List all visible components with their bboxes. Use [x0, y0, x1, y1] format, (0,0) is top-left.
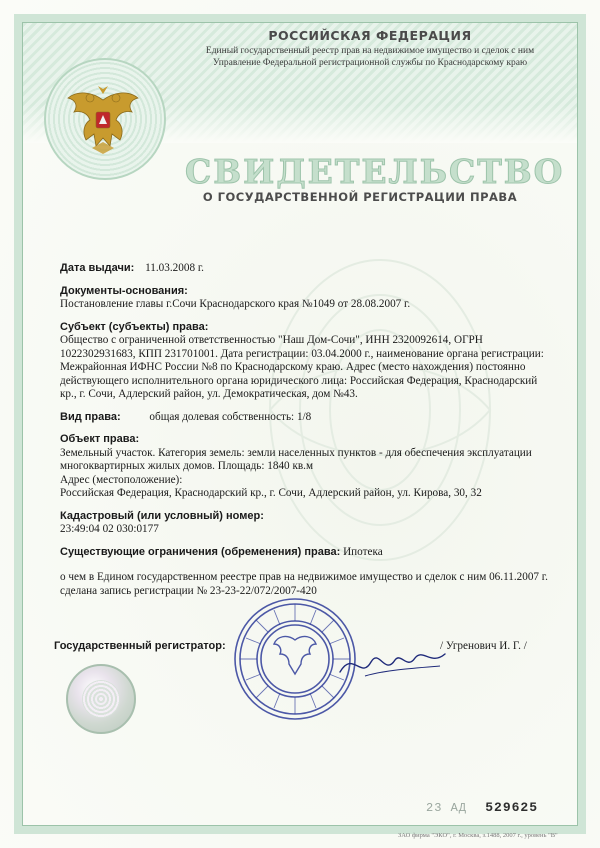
issue-date-row [60, 262, 550, 276]
hologram-sticker [66, 664, 136, 734]
header [150, 28, 590, 69]
object-address: Российская Федерация, Краснодарский кр., г. Сочи, Адлерский район, ул. Кирова, 30, 32 [60, 487, 482, 499]
registrar-label: Государственный регистратор: [54, 640, 226, 652]
encumbrance-label: Существующие ограничения (обременения) права: [60, 545, 341, 558]
cadastral-label: Кадастровый (или условный) номер: [60, 509, 264, 522]
certificate-body [60, 262, 550, 607]
country-name: РОССИЙСКАЯ ФЕДЕРАЦИЯ [268, 28, 472, 43]
object-label: Объект права: [60, 433, 140, 445]
registration-record: о чем в Едином государственном реестре прав на недвижимое имущество и сделок с ним 06.11.2007 г. сделана запись регистрации № 23-23-22/072/2007-420 [60, 571, 548, 597]
basis-value: Постановление главы г.Сочи Краснодарского края №1049 от 28.08.2007 г. [60, 298, 411, 310]
basis-row [60, 285, 550, 312]
subject-label: Субъект (субъекты) права: [60, 320, 209, 333]
object-address-label: Адрес (местоположение): [60, 473, 183, 486]
subject-value: Общество с ограниченной ответственностью "Наш Дом-Сочи", ИНН 2320092614, ОГРН 1022302931683, КПП 231701001. Дата регистрации: 03.04.2000 г., наименование органа регистрации: Межрайонная ИФНС России №8 по Краснодарскому краю. Адрес (место нахождения) постоянно действующего исполнительного органа юридического лица: Российская Федерация, Краснодарский кр., г. Сочи, Адлерский район, ул. Демократическая, дом №43. [60, 334, 544, 400]
subject-row [60, 321, 550, 402]
encumbrance-value: Ипотека [343, 545, 383, 558]
right-type-value: общая долевая собственность: 1/8 [149, 410, 312, 423]
double-headed-eagle-icon [62, 80, 144, 162]
cadastral-value: 23:49:04 02 030:0177 [60, 523, 159, 535]
printer-imprint: ЗАО фирма "ЭКО", г. Москва, з.1488, 2007 г., уровень "В" [398, 832, 558, 839]
issue-date-value: 11.03.2008 г. [145, 262, 204, 274]
registry-line-1: Единый государственный реестр прав на недвижимое имущество и сделок с ним [205, 46, 535, 56]
registry-line-2: Управление Федеральной регистрационной службы по Краснодарскому краю [212, 58, 528, 68]
issue-date-label: Дата выдачи: [60, 262, 135, 274]
serial-number [426, 800, 538, 815]
object-value: Земельный участок. Категория земель: земли населенных пунктов - для обеспечения эксплуатации многоквартирных жилых домов. Площадь: 1840 кв.м [60, 446, 532, 472]
registrar-name: / Угренович И. Г. / [440, 640, 527, 652]
object-row [60, 433, 550, 501]
registrar-signature [335, 640, 455, 690]
cadastral-row [60, 510, 550, 537]
serial-digits: 529625 [485, 800, 539, 815]
certificate-title: СВИДЕТЕЛЬСТВО [185, 152, 565, 191]
right-type-row [60, 411, 550, 425]
certificate-subtitle: О ГОСУДАРСТВЕННОЙ РЕГИСТРАЦИИ ПРАВА [202, 190, 518, 204]
right-type-label: Вид права: [60, 410, 121, 423]
encumbrance-row [60, 546, 550, 560]
serial-series: 23 АД [426, 801, 468, 815]
basis-label: Документы-основания: [60, 284, 188, 297]
